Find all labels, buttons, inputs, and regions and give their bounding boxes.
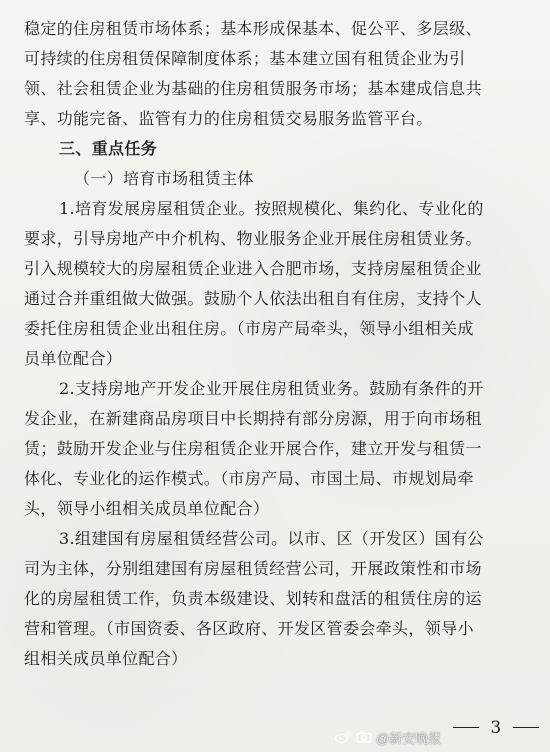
page-number-value: 3 (490, 717, 502, 738)
item-1-line-4: 通过合并重组做大做强。鼓励个人依法出租自有住房，支持个人 (24, 289, 482, 308)
paragraph-line-3: 领、社会租赁企业为基础的住房租赁服务市场；基本建成信息共 (24, 79, 482, 98)
item-1-line-6: 员单位配合） (24, 349, 123, 368)
item-1-line-1: 1.培育发展房屋租赁企业。按照规模化、集约化、专业化的 (59, 199, 484, 218)
item-3-line-4: 营和管理。（市国资委、各区政府、开发区管委会牵头，领导小 (24, 619, 474, 638)
document-content (24, 14, 526, 674)
item-1-line-2: 要求，引导房地产中介机构、物业服务企业开展住房租赁业务。 (24, 229, 482, 248)
paragraph-line-4: 享、功能完备、监管有力的住房租赁交易服务监管平台。 (24, 109, 433, 128)
camera-icon (356, 730, 372, 744)
item-3-line-1: 3.组建国有房屋租赁经营公司。以市、区（开发区）国有公 (59, 529, 484, 548)
paragraph-line-2: 可持续的住房租赁保障制度体系；基本建立国有租赁企业为引 (24, 49, 466, 68)
page-number (447, 716, 545, 738)
item-1-line-3: 引入规模较大的房屋租赁企业进入合肥市场，支持房屋租赁企业 (24, 259, 482, 278)
item-2-line-5: 头，领导小组相关成员单位配合） (24, 499, 270, 518)
item-2-line-1: 2.支持房地产开发企业开展住房租赁业务。鼓励有条件的开 (59, 379, 484, 398)
paragraph-line-1: 稳定的住房租赁市场体系；基本形成保基本、促公平、多层级、 (24, 19, 482, 38)
weibo-watermark (334, 728, 441, 746)
item-1-line-5: 委托住房租赁企业出租住房。（市房产局牵头，领导小组相关成 (24, 319, 474, 338)
subsection-heading-market-rental: （一）培育市场租赁主体 (74, 169, 254, 188)
page-number-right-dash (513, 727, 539, 728)
item-3-line-3: 化的房屋租赁工作，负责本级建设、划转和盘活的租赁住房的运 (24, 589, 482, 608)
section-heading-key-tasks: 三、重点任务 (59, 139, 158, 158)
item-3-line-2: 司为主体，分别组建国有房屋租赁经营公司，开展政策性和市场 (24, 559, 482, 578)
watermark-text: @新安晚报 (376, 730, 442, 746)
item-2-line-2: 发企业，在新建商品房项目中长期持有部分房源，用于向市场租 (24, 409, 482, 428)
item-2-line-3: 赁；鼓励开发企业与住房租赁企业开展合作，建立开发与租赁一 (24, 439, 482, 458)
page-number-left-dash (453, 727, 479, 728)
item-3-line-5: 组相关成员单位配合） (24, 649, 188, 668)
item-2-line-4: 体化、专业化的运作模式。（市房产局、市国土局、市规划局牵 (24, 469, 474, 488)
weibo-icon (334, 730, 352, 744)
